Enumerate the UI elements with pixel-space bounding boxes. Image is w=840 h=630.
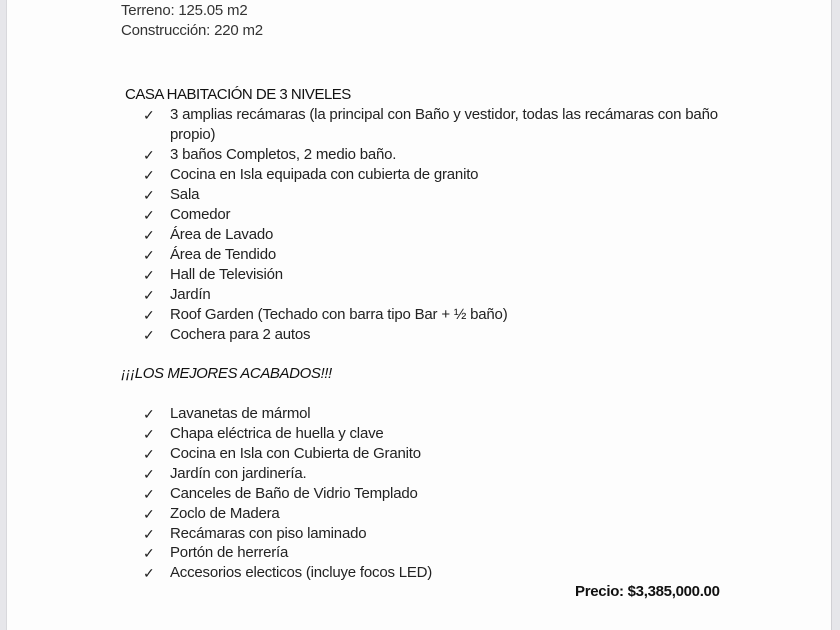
- checkmark-icon: ✓: [143, 446, 155, 462]
- finishes-section-title: ¡¡¡LOS MEJORES ACABADOS!!!: [121, 365, 332, 382]
- checkmark-icon: ✓: [143, 406, 155, 422]
- checkmark-icon: ✓: [143, 247, 155, 263]
- checkmark-icon: ✓: [143, 207, 155, 223]
- checkmark-icon: ✓: [143, 287, 155, 303]
- house-section-title: CASA HABITACIÓN DE 3 NIVELES: [125, 86, 351, 103]
- checkmark-icon: ✓: [143, 307, 155, 323]
- checkmark-icon: ✓: [143, 227, 155, 243]
- checkmark-icon: ✓: [143, 565, 155, 581]
- checkmark-icon: ✓: [143, 267, 155, 283]
- price-text: Precio: $3,385,000.00: [575, 583, 720, 600]
- checkmark-icon: ✓: [143, 147, 155, 163]
- checkmark-icon: ✓: [143, 486, 155, 502]
- construccion-text: Construcción: 220 m2: [121, 22, 263, 39]
- document-page: Terreno: 125.05 m2 Construcción: 220 m2 CASA HABITACIÓN DE 3 NIVELES ✓ 3 amplias recámaras (la principal con Baño y vestidor, todas las recámaras con baño propio) ✓ 3 baños Completos, 2 medio baño. ✓ Cocina en Isla equipada con cubierta de granito ✓ Sala ✓ Comedor ✓ Área de Lavado ✓ Área de Tendido ✓ Hall de Televisión ✓ Jardín ✓ Roof Garden (Techado con barra tipo Bar + ½ baño) ✓ Cochera para 2 autos ¡¡¡LOS MEJORES ACABADOS!!! ✓ Lavanetas de mármol ✓ Chapa eléctrica de huella y clave ✓ Cocina en Isla con Cubierta de Granito ✓ Jardín con jardinería. ✓ Canceles de Baño de Vidrio Templado ✓ Zoclo de Madera ✓ Recámaras con piso laminado ✓ Portón de herrería ✓ Accesorios electicos (incluye focos LED) Precio: $3,385,000.00: [6, 0, 832, 630]
- checkmark-icon: ✓: [143, 506, 155, 522]
- checkmark-icon: ✓: [143, 187, 155, 203]
- checkmark-icon: ✓: [143, 545, 155, 561]
- checkmark-icon: ✓: [143, 167, 155, 183]
- checkmark-icon: ✓: [143, 426, 155, 442]
- checkmark-icon: ✓: [143, 466, 155, 482]
- checkmark-icon: ✓: [143, 107, 155, 123]
- terreno-text: Terreno: 125.05 m2: [121, 2, 248, 19]
- checkmark-icon: ✓: [143, 327, 155, 343]
- checkmark-icon: ✓: [143, 526, 155, 542]
